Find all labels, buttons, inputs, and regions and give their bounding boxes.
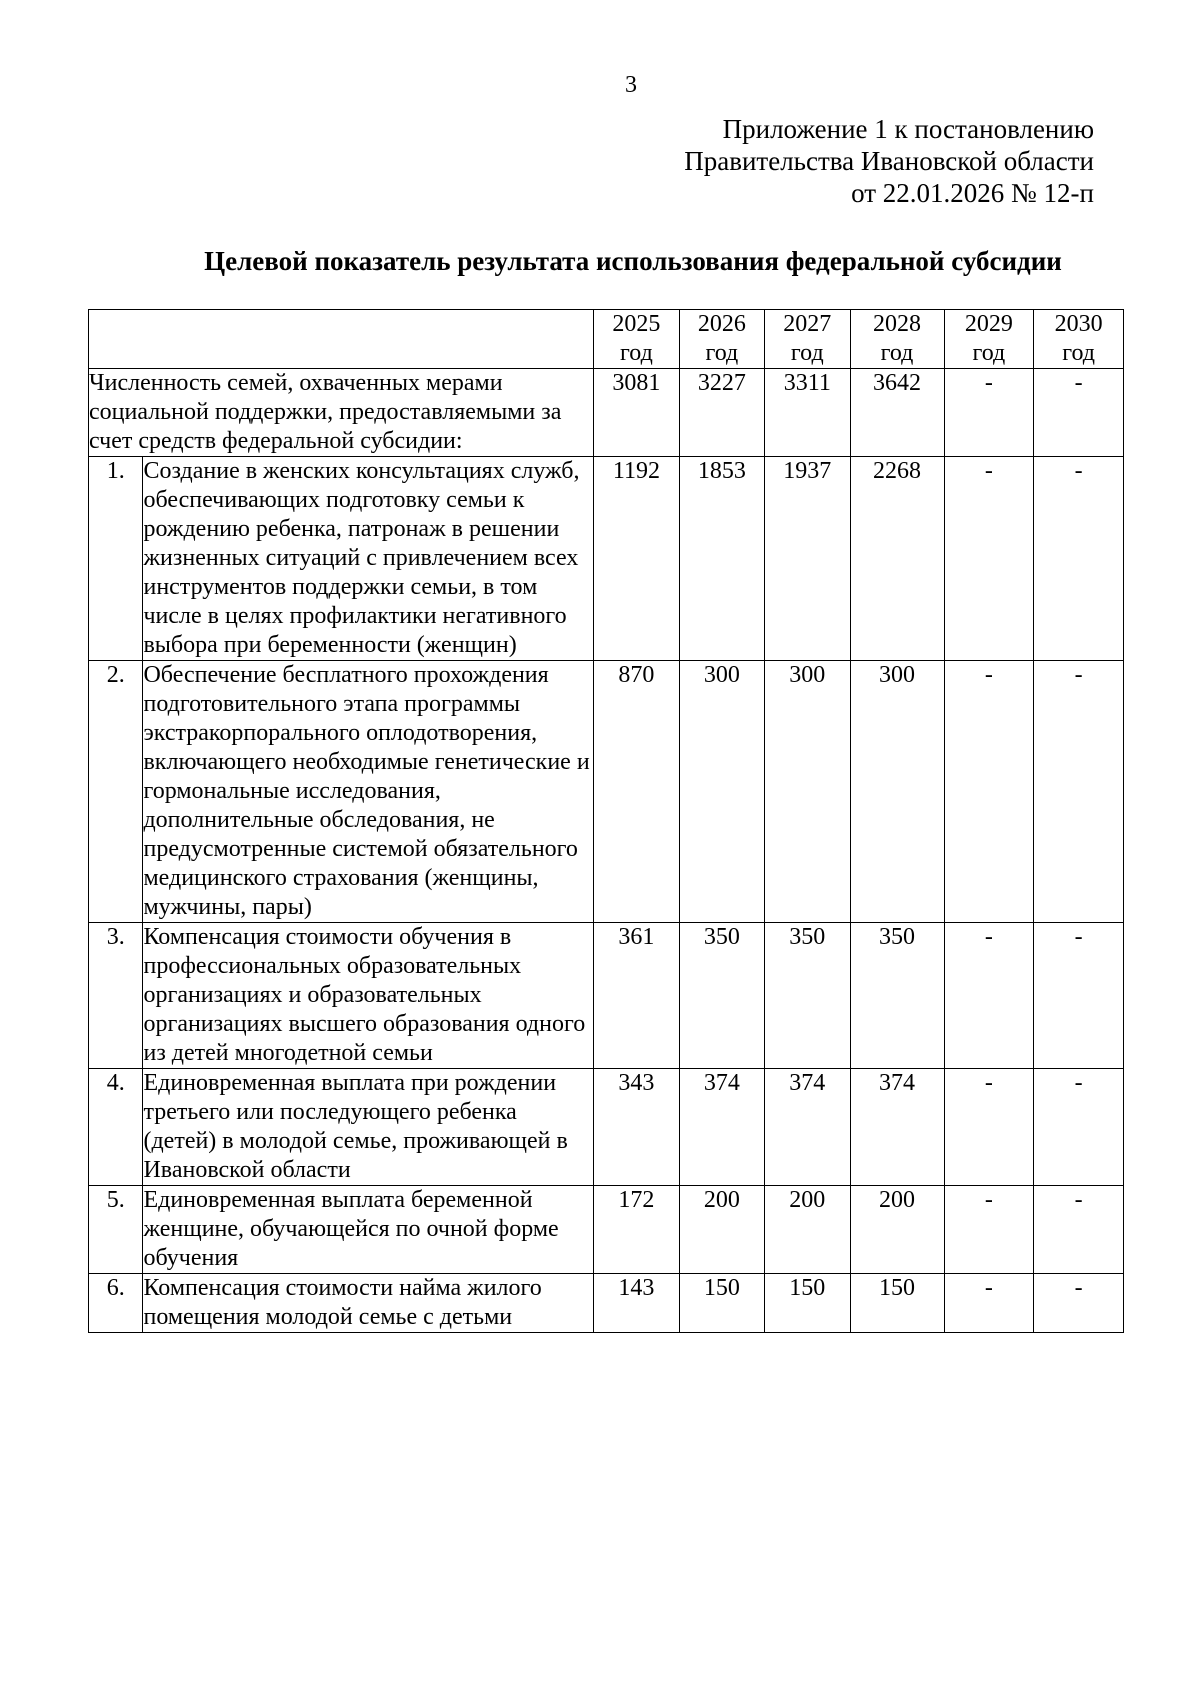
year-label: 2029 xyxy=(964,311,1013,337)
value-cell: - xyxy=(944,1069,1034,1186)
document-title: Целевой показатель результата использования федеральной субсидии xyxy=(204,246,1062,276)
value-cell: 870 xyxy=(594,661,679,923)
value-cell: - xyxy=(1034,1069,1124,1186)
table-row xyxy=(89,661,1124,923)
value-cell: - xyxy=(1034,1274,1124,1333)
value-cell: 172 xyxy=(594,1186,679,1274)
value-cell: 300 xyxy=(850,661,944,923)
value-cell: 374 xyxy=(765,1069,850,1186)
value-cell: 300 xyxy=(679,661,764,923)
value-cell: - xyxy=(944,457,1034,661)
appendix-line: Правительства Ивановской области xyxy=(684,146,1094,176)
value-cell: 3642 xyxy=(850,369,944,457)
value-cell: 350 xyxy=(850,923,944,1069)
value-cell: 350 xyxy=(679,923,764,1069)
value-cell: 1853 xyxy=(679,457,764,661)
value-cell: 1192 xyxy=(594,457,679,661)
row-name: Компенсация стоимости обучения в профессиональных образовательных организациях и образовательных организациях высшего образования одного из детей многодетной семьи xyxy=(143,923,594,1069)
value-cell: 374 xyxy=(679,1069,764,1186)
value-cell: 361 xyxy=(594,923,679,1069)
appendix-line: Приложение 1 к постановлению xyxy=(722,114,1094,144)
total-indicator-name: Численность семей, охваченных мерами социальной поддержки, предоставляемыми за счет средств федеральной субсидии: xyxy=(89,369,594,457)
year-unit: год xyxy=(790,340,824,366)
value-cell: 200 xyxy=(765,1186,850,1274)
row-number: 1. xyxy=(89,457,143,661)
year-header xyxy=(594,310,679,369)
year-label: 2027 xyxy=(783,311,832,337)
table-row xyxy=(89,1186,1124,1274)
value-cell: - xyxy=(944,1186,1034,1274)
year-label: 2030 xyxy=(1054,311,1103,337)
value-cell: 150 xyxy=(679,1274,764,1333)
value-cell: - xyxy=(1034,661,1124,923)
value-cell: 143 xyxy=(594,1274,679,1333)
value-cell: 3081 xyxy=(594,369,679,457)
value-cell: 3227 xyxy=(679,369,764,457)
year-header xyxy=(850,310,944,369)
page-number: 3 xyxy=(625,72,637,98)
value-cell: 3311 xyxy=(765,369,850,457)
table-header-row xyxy=(89,310,1124,369)
year-unit: год xyxy=(1062,340,1095,366)
value-cell: 1937 xyxy=(765,457,850,661)
row-number: 6. xyxy=(89,1274,143,1333)
row-number: 3. xyxy=(89,923,143,1069)
table-row-total xyxy=(89,369,1124,457)
row-name: Единовременная выплата при рождении третьего или последующего ребенка (детей) в молодой семье, проживающей в Ивановской области xyxy=(143,1069,594,1186)
year-header xyxy=(679,310,764,369)
value-cell: 200 xyxy=(679,1186,764,1274)
row-number: 5. xyxy=(89,1186,143,1274)
table-row xyxy=(89,1274,1124,1333)
row-name: Создание в женских консультациях служб, обеспечивающих подготовку семьи к рождению ребенка, патронаж в решении жизненных ситуаций с привлечением всех инструментов поддержки семьи, в том числе в целях профилактики негативного выбора при беременности (женщин) xyxy=(143,457,594,661)
value-cell: - xyxy=(944,923,1034,1069)
indicators-table xyxy=(88,309,1124,1333)
table-row xyxy=(89,923,1124,1069)
year-header xyxy=(765,310,850,369)
value-cell: 374 xyxy=(850,1069,944,1186)
row-number: 2. xyxy=(89,661,143,923)
value-cell: 200 xyxy=(850,1186,944,1274)
value-cell: - xyxy=(1034,457,1124,661)
header-empty-cell xyxy=(89,310,594,369)
value-cell: 150 xyxy=(850,1274,944,1333)
value-cell: - xyxy=(1034,1186,1124,1274)
year-unit: год xyxy=(972,340,1006,366)
year-header xyxy=(1034,310,1124,369)
value-cell: 150 xyxy=(765,1274,850,1333)
table-row xyxy=(89,457,1124,661)
row-name: Компенсация стоимости найма жилого помещения молодой семье с детьми xyxy=(143,1274,594,1333)
row-number: 4. xyxy=(89,1069,143,1186)
year-unit: год xyxy=(705,340,739,366)
year-label: 2028 xyxy=(873,311,921,337)
year-unit: год xyxy=(880,340,914,366)
value-cell: - xyxy=(1034,369,1124,457)
table-row xyxy=(89,1069,1124,1186)
appendix-line: от 22.01.2026 № 12-п xyxy=(851,178,1094,208)
value-cell: 2268 xyxy=(850,457,944,661)
value-cell: - xyxy=(944,1274,1034,1333)
value-cell: - xyxy=(944,369,1034,457)
value-cell: 343 xyxy=(594,1069,679,1186)
year-unit: год xyxy=(620,340,653,366)
row-name: Обеспечение бесплатного прохождения подготовительного этапа программы экстракорпорального оплодотворения, включающего необходимые генетические и гормональные исследования, дополнительные обследования, не предусмотренные системой обязательного медицинского страхования (женщины, мужчины, пары) xyxy=(143,661,594,923)
row-name: Единовременная выплата беременной женщине, обучающейся по очной форме обучения xyxy=(143,1186,594,1274)
value-cell: - xyxy=(1034,923,1124,1069)
appendix-reference xyxy=(684,113,1094,209)
value-cell: 350 xyxy=(765,923,850,1069)
year-label: 2026 xyxy=(697,311,746,337)
year-label: 2025 xyxy=(612,311,661,337)
year-header xyxy=(944,310,1034,369)
value-cell: - xyxy=(944,661,1034,923)
value-cell: 300 xyxy=(765,661,850,923)
